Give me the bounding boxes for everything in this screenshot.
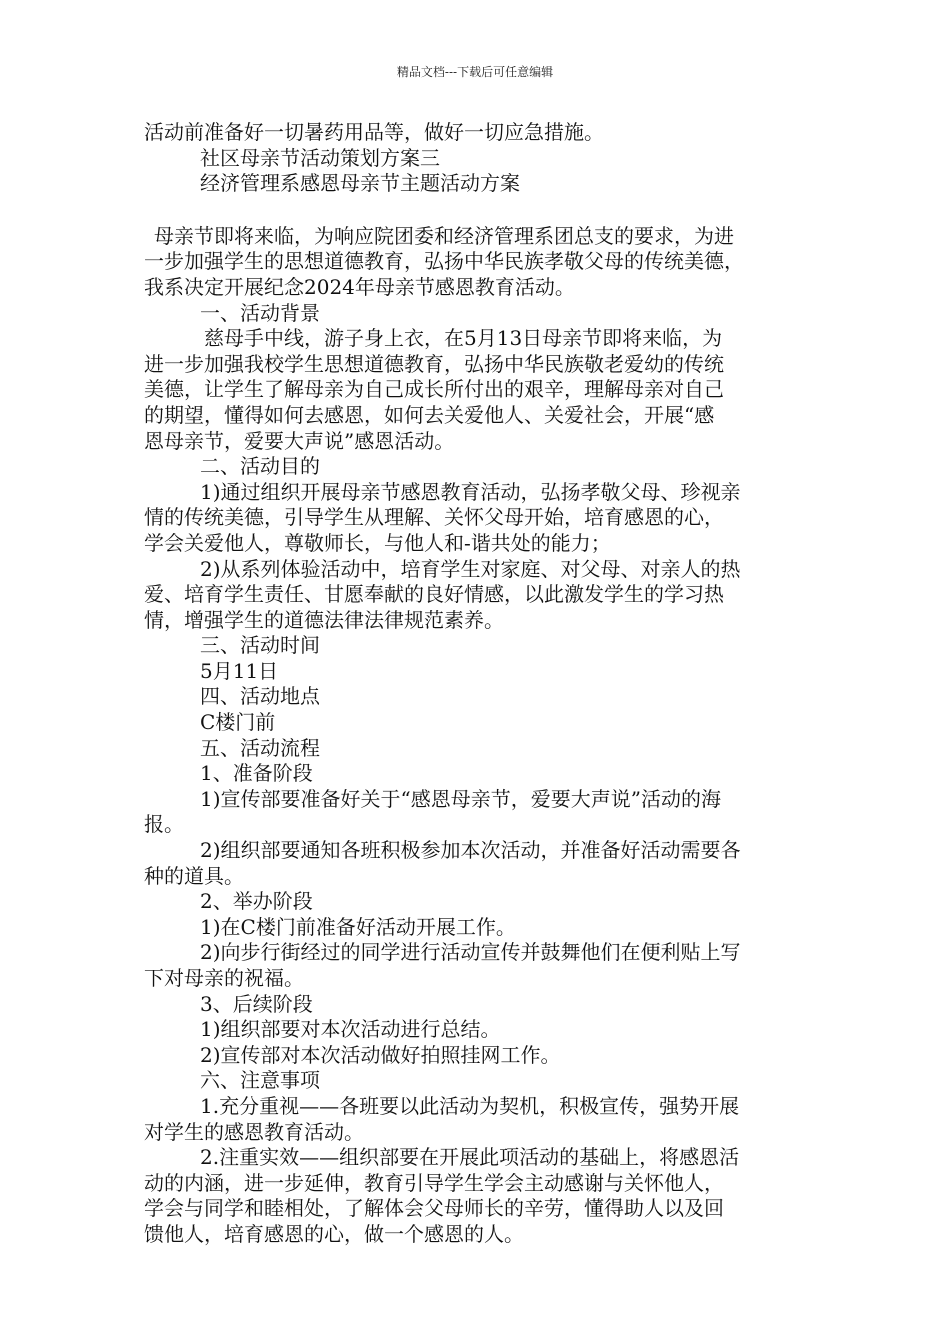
text-line: 恩母亲节，爱要大声说”感恩活动。 <box>144 428 455 453</box>
text-line: 下对母亲的祝福。 <box>144 966 304 990</box>
heading-location: 四、活动地点 <box>200 684 320 709</box>
text-line: 2)向步行街经过的同学进行活动宣传并鼓舞他们在便利贴上写 <box>200 940 741 965</box>
text-line: 美德，让学生了解母亲为自己成长所付出的艰辛，理解母亲对自己 <box>144 377 724 402</box>
text-line: 情的传统美德，引导学生从理解、关怀父母开始，培育感恩的心， <box>144 505 724 530</box>
text-line: 2.注重实效——组织部要在开展此项活动的基础上，将感恩活 <box>200 1145 740 1170</box>
text-line: 活动前准备好一切暑药用品等，做好一切应急措施。 <box>144 120 604 144</box>
text-line: 馈他人，培育感恩的心，做一个感恩的人。 <box>144 1221 524 1246</box>
text-line: 2)宣传部对本次活动做好拍照挂网工作。 <box>200 1042 561 1067</box>
text-line: 一步加强学生的思想道德教育，弘扬中华民族孝敬父母的传统美德， <box>144 249 744 274</box>
text-line: 我系决定开展纪念2024年母亲节感恩教育活动。 <box>144 274 575 299</box>
document-body <box>144 120 810 1248</box>
subheading-hold: 2、举办阶段 <box>200 889 313 914</box>
subheading-prepare: 1、准备阶段 <box>200 761 313 786</box>
text-line: 1)在C楼门前准备好活动开展工作。 <box>200 914 516 939</box>
section-title: 社区母亲节活动策划方案三 <box>200 145 440 170</box>
text-line: 报。 <box>144 812 184 837</box>
page-header: 精品文档---下载后可任意编辑 <box>396 65 554 79</box>
heading-purpose: 二、活动目的 <box>200 454 320 479</box>
text-line: 1)宣传部要准备好关于“感恩母亲节，爱要大声说”活动的海 <box>200 786 721 811</box>
text-line: 对学生的感恩教育活动。 <box>144 1119 364 1144</box>
text-line: 进一步加强我校学生思想道德教育，弘扬中华民族敬老爱幼的传统 <box>144 351 724 376</box>
text-line: 母亲节即将来临，为响应院团委和经济管理系团总支的要求，为进 <box>154 223 734 248</box>
text-line: 学会与同学和睦相处，了解体会父母师长的辛劳，懂得助人以及回 <box>144 1196 724 1221</box>
text-line: 情，增强学生的道德法律法律规范素养。 <box>144 607 504 632</box>
heading-time: 三、活动时间 <box>200 633 320 658</box>
text-line: 2)组织部要通知各班积极参加本次活动，并准备好活动需要各 <box>200 838 741 863</box>
text-line: 1)通过组织开展母亲节感恩教育活动，弘扬孝敬父母、珍视亲 <box>200 479 741 504</box>
text-line: 动的内涵，进一步延伸，教育引导学生学会主动感谢与关怀他人， <box>144 1170 724 1195</box>
text-line: C楼门前 <box>200 710 276 735</box>
text-line: 慈母手中线，游子身上衣，在5月13日母亲节即将来临，为 <box>204 326 723 351</box>
heading-notes: 六、注意事项 <box>200 1068 320 1093</box>
text-line: 1.充分重视——各班要以此活动为契机，积极宣传，强势开展 <box>200 1093 740 1118</box>
text-line: 的期望，懂得如何去感恩，如何去关爱他人、关爱社会，开展“感 <box>144 402 715 427</box>
text-line: 爱、培育学生责任、甘愿奉献的良好情感，以此激发学生的学习热 <box>144 582 724 607</box>
subheading-followup: 3、后续阶段 <box>200 991 313 1016</box>
text-line: 种的道具。 <box>144 863 244 888</box>
text-line: 5月11日 <box>200 658 279 683</box>
spacer <box>144 197 810 224</box>
heading-background: 一、活动背景 <box>200 300 320 325</box>
text-line: 学会关爱他人，尊敬师长，与他人和-谐共处的能力； <box>144 530 611 555</box>
document-title: 经济管理系感恩母亲节主题活动方案 <box>200 171 520 196</box>
text-line: 2)从系列体验活动中，培育学生对家庭、对父母、对亲人的热 <box>200 556 741 581</box>
heading-process: 五、活动流程 <box>200 735 320 760</box>
text-line: 1)组织部要对本次活动进行总结。 <box>200 1017 501 1042</box>
